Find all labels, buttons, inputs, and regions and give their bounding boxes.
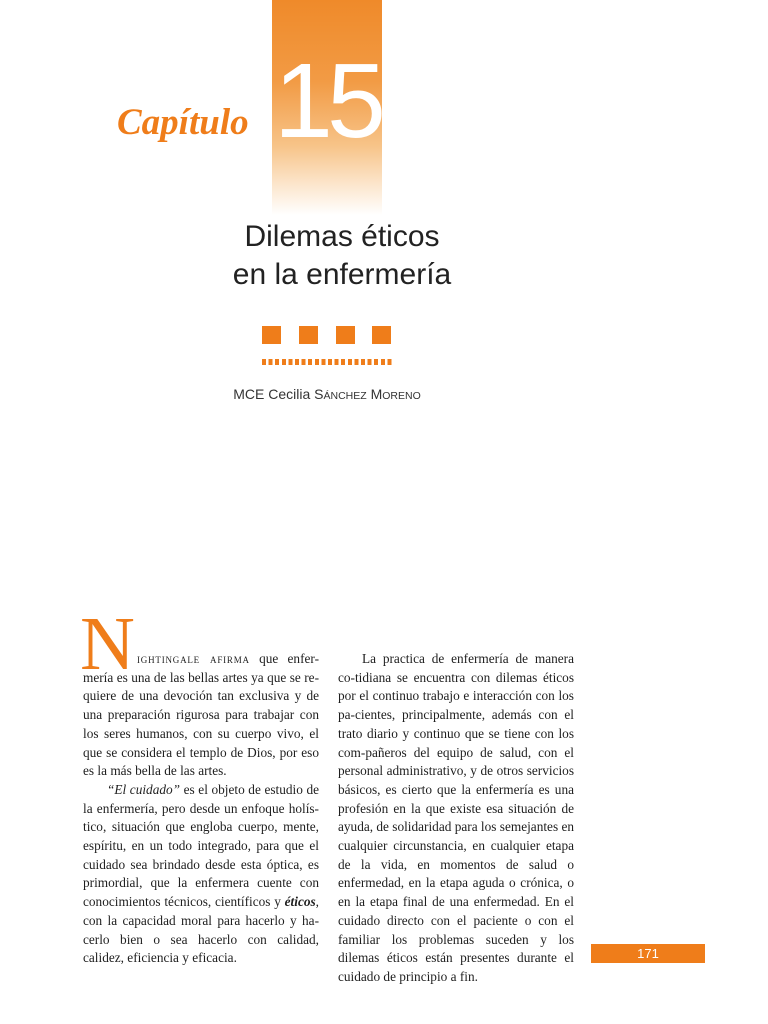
paragraph-text: es el objeto de estudio de la enfermería, pero desde un enfoque holís-tico, situación que engloba cuerpo, mente, espíritu, en un todo integrado, para que el cuidado sea brindado desde esta óptica, es primordial, que la enfermera cuente con conocimientos técnicos, científicos y: [83, 781, 319, 910]
author-name: [150, 386, 504, 402]
paragraph-text: mería es una de las bellas artes ya que se re-quiere de una devoción tan exclusiva y de una preparación rigurosa para trabajar con los seres humanos, con su cuerpo vivo, el que se considera el templo de Dios, por eso es la más bella de las artes.: [83, 669, 319, 779]
body-column-left: [83, 650, 319, 968]
emphasis-term: éticos: [284, 894, 316, 910]
author-surname1-initial: S: [314, 386, 324, 402]
quote-term: “El cuidado”: [107, 781, 181, 797]
chapter-label: Capítulo: [117, 102, 249, 143]
decorative-squares: [262, 326, 392, 346]
author-surname1-rest: ÁNCHEZ: [323, 390, 367, 402]
decorative-square: [336, 326, 355, 344]
author-surname2-initial: M: [370, 386, 383, 402]
chapter-title-line-1: Dilemas éticos: [244, 220, 440, 253]
paragraph: La practica de enfermería de manera co-tidiana se encuentra con dilemas éticos por el continuo trabajo e interacción con los pa-cientes, principalmente, además con el trato diario y continuo que se tiene con los com-pañeros del equipo de salud, con el personal administrativo, y de otros servicios básicos, es cierto que la enfermería es una profesión en la que existe esa situación de ayuda, de solidaridad para los semejantes en cualquier circunstancia, en cualquier etapa de la vida, en momentos de salud o enfermedad, en la etapa aguda o crónica, o en la etapa final de una enfermedad. En el cuidado directo con el paciente o con el familiar los problemas suceden y los dilemas éticos están presentes durante el cuidado de principio a fin.: [338, 651, 574, 984]
decorative-dotted-line: [262, 359, 392, 365]
paragraph: [83, 650, 319, 781]
author-prefix: MCE Cecilia: [233, 386, 315, 402]
decorative-square: [372, 326, 391, 344]
drop-cap: N: [80, 602, 135, 686]
lead-line: [83, 651, 319, 666]
body-column-right: [338, 650, 574, 987]
decorative-square: [262, 326, 281, 344]
paragraph: [83, 781, 319, 968]
author-surname2-rest: ORENO: [382, 390, 421, 402]
paragraph-text: , con la capacidad moral para hacerlo y ha-cerlo bien o sea hacerlo con calidad, calidez, eficiencia y eficacia.: [83, 894, 319, 966]
chapter-number: 15: [274, 42, 380, 160]
chapter-title: [150, 218, 534, 294]
lead-smallcaps: ightingale afirma: [137, 651, 250, 666]
page-number: 171: [591, 944, 705, 963]
lead-text: que enfer-: [249, 651, 319, 666]
decorative-square: [299, 326, 318, 344]
chapter-title-line-2: en la enfermería: [232, 258, 452, 291]
